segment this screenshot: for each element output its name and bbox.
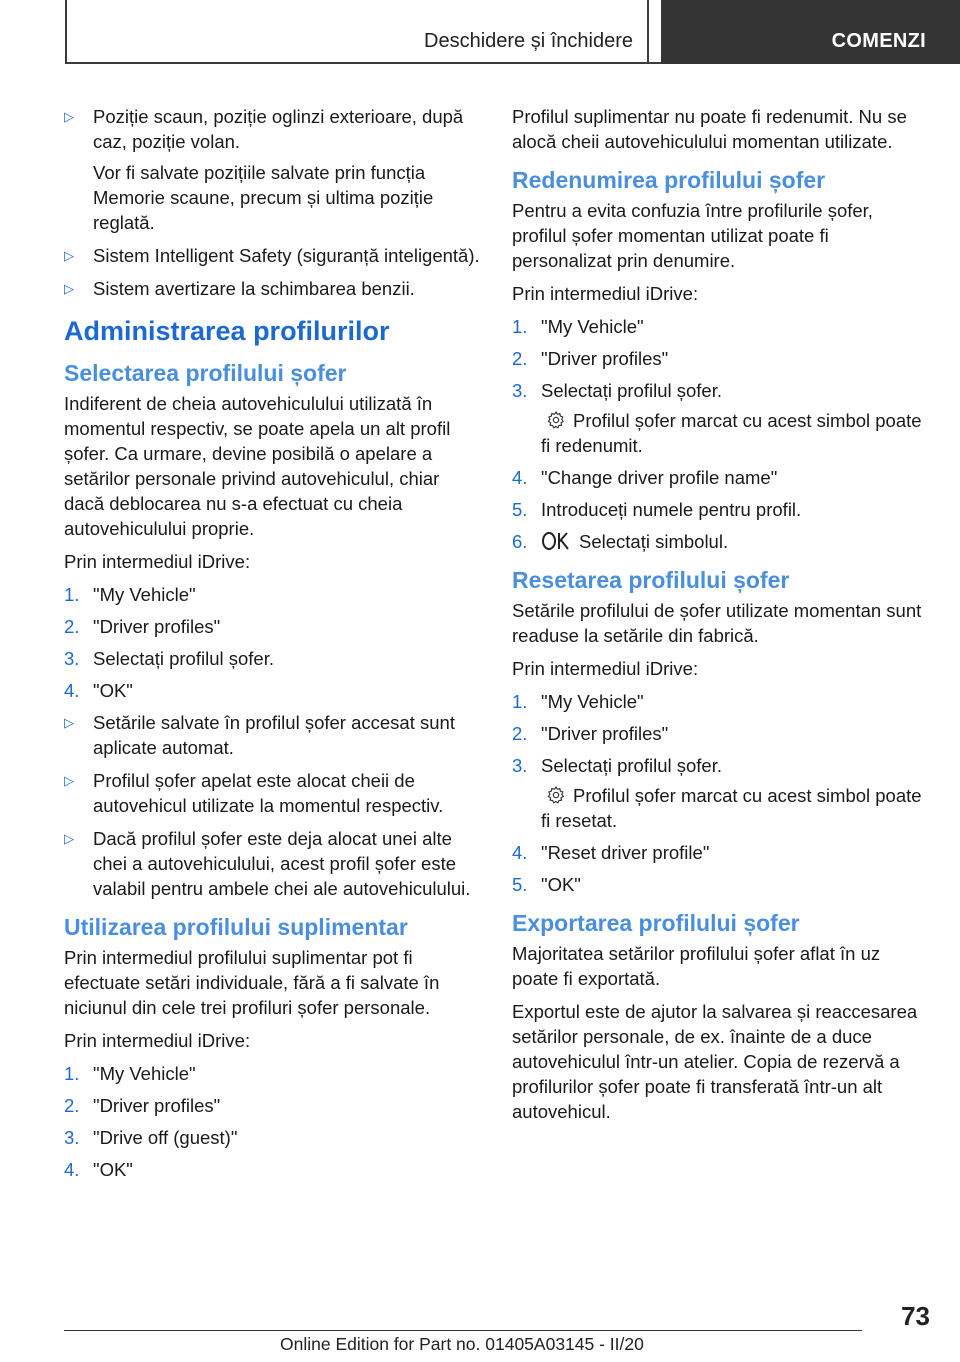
heading-select-profile: Selectarea profilului șofer [64, 360, 347, 386]
step-item: 4. "Reset driver profile" [512, 842, 710, 863]
header-chapter-tab [661, 0, 960, 64]
header-section-title: Deschidere și închidere [424, 30, 633, 52]
list-item [64, 104, 480, 235]
step-item: 2. "Driver profiles" [512, 723, 669, 744]
footer-edition-text: Online Edition for Part no. 01405A03145 - II/20 [280, 1334, 644, 1354]
gear-icon [545, 785, 567, 805]
step-item: 4. "OK" [64, 680, 133, 701]
rename-steps-cont [512, 465, 924, 554]
select-paragraph: Indiferent de cheia autovehiculului utilizată în momentul respectiv, se poate apela un alt profil șofer. Ca urmare, devine posibilă o apelare a setărilor personale privind autovehiculul, chiar dacă deblocarea nu s-a efectuat cu cheia autovehiculului proprie. [64, 393, 451, 539]
select-notes-list [64, 710, 480, 901]
heading-guest-profile: Utilizarea profilului suplimentar [64, 914, 408, 940]
triangle-bullet-icon: ▷ [64, 715, 74, 730]
list-item [64, 243, 480, 268]
step-item: 2. "Driver profiles" [64, 1095, 221, 1116]
step-item: 5. "OK" [512, 874, 581, 895]
left-column [64, 104, 480, 1189]
rename-steps [512, 314, 924, 403]
reset-paragraph: Setările profilului de șofer utilizate momentan sunt readuse la setările din fabrică. [512, 600, 922, 646]
list-item-text: Sistem avertizare la schimbarea benzii. [93, 278, 415, 299]
triangle-bullet-icon: ▷ [64, 281, 74, 296]
gear-icon [545, 410, 567, 430]
step-item: 4. "Change driver profile name" [512, 467, 778, 488]
guest-steps [64, 1061, 480, 1182]
guest-note-paragraph: Profilul suplimentar nu poate fi redenumit. Nu se alocă cheii autovehiculului momentan utilizate. [512, 106, 907, 152]
step-item: 1. "My Vehicle" [512, 691, 644, 712]
list-item: ▷ Profilul șofer apelat este alocat cheii de autovehicul utilizate la momentul respectiv. [64, 770, 444, 816]
right-column [512, 104, 924, 1132]
step-item: 1. "My Vehicle" [64, 1063, 196, 1084]
triangle-bullet-icon: ▷ [64, 773, 74, 788]
reset-steps-cont [512, 840, 924, 897]
step-item: 2. "Driver profiles" [512, 348, 669, 369]
step-item: 3. Selectați profilul șofer. [512, 380, 722, 401]
step-item: 2. "Driver profiles" [64, 616, 221, 637]
guest-paragraph: Prin intermediul profilului suplimentar pot fi efectuate setări individuale, fără a fi salvate în niciunul din cele trei profiluri șofer personale. [64, 947, 440, 1018]
reset-note: Profilul șofer marcat cu acest simbol poate fi resetat. [541, 785, 922, 831]
rename-paragraph: Pentru a evita confuzia între profilurile șofer, profilul șofer momentan utilizat poate fi personalizat prin denumire. [512, 200, 873, 271]
select-idrive-label: Prin intermediul iDrive: [64, 551, 251, 572]
step-item: 6. Selectați simbolul. [512, 531, 729, 552]
ok-icon [541, 531, 571, 551]
reset-idrive-label: Prin intermediul iDrive: [512, 658, 699, 679]
step-item: 3. Selectați profilul șofer. [512, 755, 722, 776]
heading-administration: Administrarea profilurilor [64, 316, 390, 346]
step-item: 3. Selectați profilul șofer. [64, 648, 274, 669]
export-paragraph-2: Exportul este de ajutor la salvarea și reaccesarea setărilor personale, de ex. înainte de a duce autovehiculul într-un atelier. Copia de rezervă a profilurilor șofer poate fi transferată într-un alt autovehicul. [512, 1001, 918, 1122]
rename-note: Profilul șofer marcat cu acest simbol poate fi redenumit. [541, 410, 922, 456]
header-chapter-title: COMENZI [831, 30, 926, 52]
profile-settings-list [64, 104, 480, 301]
guest-idrive-label: Prin intermediul iDrive: [64, 1030, 251, 1051]
heading-export-profile: Exportarea profilului șofer [512, 910, 800, 936]
step-item: 1. "My Vehicle" [64, 584, 196, 605]
footer-divider [64, 1330, 862, 1331]
list-item-text: Sistem Intelligent Safety (siguranță inteligentă). [93, 245, 480, 266]
header-section-tab [65, 0, 649, 64]
list-item: ▷ Setările salvate în profilul șofer accesat sunt aplicate automat. [64, 712, 455, 758]
step-item: 5. Introduceți numele pentru profil. [512, 499, 802, 520]
step-item: 4. "OK" [64, 1159, 133, 1180]
rename-idrive-label: Prin intermediul iDrive: [512, 283, 699, 304]
step-item: 3. "Drive off (guest)" [64, 1127, 238, 1148]
heading-rename-profile: Redenumirea profilului șofer [512, 167, 826, 193]
list-item [64, 276, 480, 301]
page-number: 73 [901, 1301, 930, 1331]
heading-reset-profile: Resetarea profilului șofer [512, 567, 790, 593]
triangle-bullet-icon: ▷ [64, 109, 74, 124]
list-item: ▷ Dacă profilul șofer este deja alocat unei alte chei a autovehiculului, acest profil șofer este valabil pentru ambele chei ale autovehiculului. [64, 828, 471, 899]
step-item: 1. "My Vehicle" [512, 316, 644, 337]
list-item-text: Poziție scaun, poziție oglinzi exterioare, după caz, poziție volan. [93, 106, 464, 152]
select-steps [64, 582, 480, 703]
reset-steps [512, 689, 924, 778]
triangle-bullet-icon: ▷ [64, 248, 74, 263]
list-item-subtext: Vor fi salvate pozițiile salvate prin funcția Memorie scaune, precum și ultima poziție reglată. [93, 162, 434, 233]
export-paragraph-1: Majoritatea setărilor profilului șofer aflat în uz poate fi exportată. [512, 943, 881, 989]
triangle-bullet-icon: ▷ [64, 831, 74, 846]
